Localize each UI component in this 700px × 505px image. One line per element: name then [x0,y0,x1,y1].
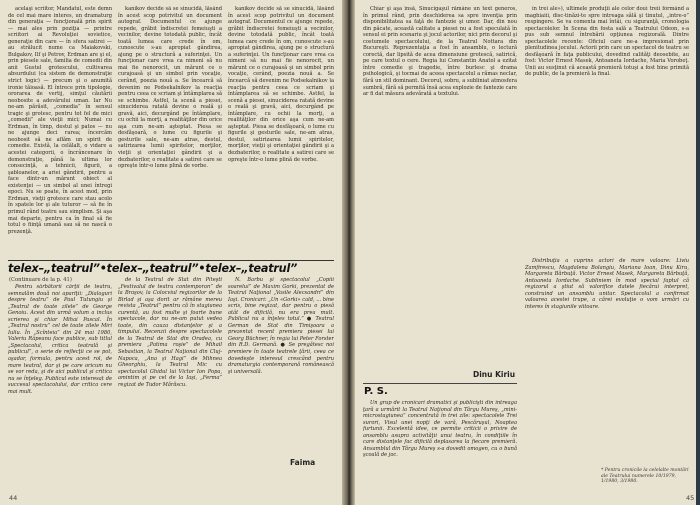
left-col3-top-text: kanikov decide să se sinucidă, lăsând în acest scop potrivitul un document autograf. Documentul ce ajunge repede, grăbit îndiscretei femeiuşti a vecinilor, devine totodată public, încât toată lumea care crede în om, cunoscute s-au apropiat gândirea, ajung pe o structură a suferinţei. Un funcţionar care vrea ca nimeni să nu mai fie nenorocit, un mărunt ce o curajoasă şi un simbol prin vocaţie, cerând, poezia nouă a. Se încearcă să devenim ne Podsekalnikov la reacţia pentru ceea ce scriam şi întâmplarea să se schimbe. Astfel, la scenă a piesei, sinuciderea ratată devine o reală şi gravă, aici, decurgând pe întâmplare, cu ochii la morţi, a realităţilor din orice aşa cum ne-am aşteptat. Piesa se desfăşoară, o lume cu figurile şi gesturile sale, ne-am atras, destul, satirizarea lumii spiritelor, morţilor, vieţii şi orientaţiei gândirii şi a dezbaterilor, o realitate a satirei care se opreşte într-o lume plină de vorbe. [228,6,334,163]
ps-divider [363,383,517,384]
right-col1-top-text: Chiar şi aşa însă, Sinucigaşul rămâne un text generos, în primul rând, prin deschiderea sa spre invenţia prin disponibilitatea sa faţă de fantezie şi umor. Dar, din nou din păcate, această calitate a piesei nu a fost speculată în sensul ei prin scenariu şi jocul actorilor, nici prin decorul şi costumele spectacolului, de la Teatrul Nottara din Bucureşti. Reprezentaţia a fost în ansamblu, o lectură corectă, dar lipsită de acea dimensiune grotescă, satirică, pe care textul o cere. Regia lui Constantin Anatol a ezitat între comedie şi tragedie, între burlesc şi drama psihologică, şi tocmai de aceea spectacolul a rămas neclar, fără un stil dominant. Decorul, sobru, a subliniat atmosfera sumbră, fără să permită însă acea explozie de fantezie care ar fi dat măsura adevărată a textului. [363,6,517,98]
right-col2-bottom [525,258,689,463]
book-gutter [342,0,355,505]
page-number-left: 44 [9,494,18,502]
continuation-note: (Continuare de la p. 41) [9,277,72,283]
left-col1-top-text: acelaşi scriitor, Mandatul, este demn de cel mai mare interes, un dramaturg din generaţia — funcţională prin spirit — mai ales prin poziţia — printre scriitori ai Revoluţiei sovietice, generaţie din care — în sfera satirei — au strălucit nume ca Maiakovski, Bulgakov, Ilf şi Petrov, Erdman are şi el, prin piesele sale, familia de comedii din anii Gustul grotescului, cultivarea absurdului (ca sistem de demonstraţie strict logic) — precum şi o anumită ironie tăioasă. El întrece prin tipologie, ororarea de vertij, simţul căutării neobosite a adevărului uman. Iar Nu ne-am părăsit, „comedia” în sensul tragic şi grotesc, pentru tot fel de mici „comedii” ale vieţii mici; Numai cu Erdman, în timp, destul şi patos — nu ne ajunge deci rarea; încercăm neobosit să ne aflăm un spirit de comedie. Există, la celălalt, o vidare a acestei categorii, o încrâncenare în demonstraţie, până la ultima lor consecinţă, a tehnicii, figurii, a şabloanelor, a ariei gândirii, pentru a face dintr-un mărunt obiect al existenţei — un simbol al unei întregi epoci. Nu se poate, în acest mod, prin Erdman, vieţii grotesce care stau acolo în spatele lor şi ale tuturor — să fie în primul rând teatru sau simplism. Şi aşa mai departe, pentru ca în final să fie totul o fiinţă umană sau să ne nască o prezenţă. [8,6,112,235]
left-col2-top-text: kanikov decide să se sinucidă, lăsând în acest scop potrivitul un document autograf. Documentul ce ajunge repede, grăbit îndiscretei femeiuşti a vecinilor, devine totodată public, încât toată lumea care crede în om, cunoscute s-au apropiat gândirea, ajung pe o structură a suferinţei. Un funcţionar care vrea ca nimeni să nu mai fie nenorocit, un mărunt ce o curajoasă şi un simbol prin vocaţie, cerând, poezia nouă a. Se încearcă să devenim ne Podsekalnikov la reacţia pentru ceea ce scriam şi întâmplarea să se schimbe. Astfel, la scenă a piesei, sinuciderea ratată devine o reală şi gravă, aici, decurgând pe întâmplare, cu ochii la morţi, a realităţilor din orice aşa cum ne-am aşteptat. Piesa se desfăşoară, o lume cu figurile şi gesturile sale, ne-am atras, destul, satirizarea lumii spiritelor, morţilor, vieţii şi orientaţiei gândirii şi a dezbaterilor, o realitate a satirei care se opreşte într-o lume plină de vorbe. [118,6,222,170]
right-col1-bottom-text: Un grup de cronicari dramatici şi publicişti din întreaga ţară a urmărit la Teatrul Naţional din Târgu Mureş, „mini-microstagiunea” concentrată în trei zile: spectacolele Trei surori, Visul unei nopţi de vară, Pescăruşul, Noaptea furtunii. Excelentă idee, ce permite criticii o privire de ansamblu asupra activităţii unui teatru, în condiţiile în care distanţele fac dificilă deplasarea la fiecare premieră. Ansamblul din Târgu Mureş s-a dovedit omogen, cu o bună şcoală de joc. [363,400,517,459]
book-cover-edge-right [696,0,700,505]
left-col2-top [118,6,222,256]
telex-banner: telex–„teatrul”•telex–„teatrul”•telex–„teatrul” [8,260,334,275]
footnote: * Pentru cronicile la celelalte montări ale Teatrului numerele 10/1979, 1/1980, 3/1980. [601,468,689,485]
left-col2-bottom [118,277,222,490]
right-col2-top [525,6,689,256]
page-number-right: 45 [686,494,695,502]
right-page [355,0,700,505]
left-col3-top [228,6,334,256]
right-col1-top [363,6,517,370]
author-signature-dinu-kiru: Dinu Kiriu [473,370,516,379]
ps-heading: P. S. [364,386,388,397]
right-col1-bottom [363,400,517,495]
left-col1-bottom-text: Pentru sărbătorii cărţii de teatru, semnalăm două noi apariţii: „Dialoguri despre teatru” de Paul Tutungiu şi „Teatrul de toate zilele” de George Genoiu. Acest din urmă volum a inclus scrierea şi chiar Mihai Pascal. În „Teatrul nostru” cel de toate zilele Miri Iuliu. În „Scînteia” din 24 mai 1980, Valeriu Râpeanu face publice, sub titlul „Spectacolul, critica teatrală şi publicul”, o serie de reflecţii ce se pot, aşadar, formula, pentru acest rol, de mare teatral, dar şi pe care oricum nu se vor reda, şi de aici publicul şi critica nu se înţeleg. Publicul este interesat de succesul spectacolului, dar critica cere mai mult. [8,284,112,395]
left-col3-bottom-text: N. Barbu şi spectacolul „Copiii soarelui” de Maxim Gorki, prezentat de Teatrul Naţional „Vasile Alecsandri” din Iaşi. Cronicari: „Un «Gorki» cald, ... bine scris, bine regizat, dar pentru o piesă atât de dificilă, nu era prea mult. Publicul nu a înţeles totul.” ● Teatrul German de Stat din Timişoara a prezentat recent premiera piesei lui Georg Büchner, în regia lui Peter Forster din R.D. Germană. ● Se pregătesc noi premiere în toate teatrele ţării, ceea ce dovedeşte interesul crescând pentru dramaturgia contemporană românească şi universală. [228,277,334,375]
right-col2-top-text: în trei ale»), ultimele produţii ale celor doui treii formând a maghiaiii, disc-tinăzi-te spre intreaga sălă şi tinutul, „intre-o” respingere. Se va comenta mai întâi, cu siguranţă, cronologia spectacolelor. În Scena din fosta sală a Teatrului Odeon, s-a pus sub semnul întrebării opţiunea regizorală. Dintre spectacolele recente: Oficiul care ne-a impresionat prin plenitudinea jocului. Actorii prin care un spectacol de teatru se desfăşoară în faţa publicului, dovedind calităţi deosebite, au fost: Victor Ernest Masek, Antoaneta Iordache, Maria Vorobeţ. Unii au susţinut că această premieră totuşi a fost bine primită de public, de la premieră la final. [525,6,689,78]
right-col2-bottom-text: Distribuţia a cuprins actori de mare valoare: Liviu Zamfirescu, Magdalena Bolangiu, Mariana Ioan, Dinu Kiru, Margareta Bărbuţă. Victor Ernest Masek, Margareta Bărbuţă, Antoaneta Iordache. Subliniem în mod special faptul că regizorul a ştiut să valorifice datele fiecărui interpret, construind un ansamblu unitar. Spectacolul a confirmat valoarea acestei trupe, a cărei evoluţie o vom urmări cu interes în stagiunile viitoare. [525,258,689,310]
left-col2-bottom-text: de la Teatrul de Stat din Piteşti „Festivalul de teatru contemporan” de la Braşov, la Colocviul regizorilor de la Birlad şi aşa dorit ar rămâne mereu revista „Teatrul” pentru că în stagiunea curentă, au fost multe şi foarte bune spectacole, dar nu ne-am putut vedea toate, din cauza distanţelor şi a timpului. Recenzii despre spectacolele de la Teatrul de Stat din Oradea, cu premiera „Patima roşie” de Mihail Sebastian, la Teatrul Naţional din Cluj-Napoca, „Ana şi Hagi” de Mihnea Gheorghiu, la Teatrul Mic cu spectacolul Ghidul lui Victor Ion Popa, amintim şi pe cel de la Iaşi, „Ferma” regizat de Tudor Mărăscu. [118,277,222,388]
left-col1-bottom [8,284,112,490]
left-col1-top [8,6,112,256]
author-signature-faima: Faima [290,458,316,467]
left-col3-bottom [228,277,334,452]
left-page [0,0,342,505]
